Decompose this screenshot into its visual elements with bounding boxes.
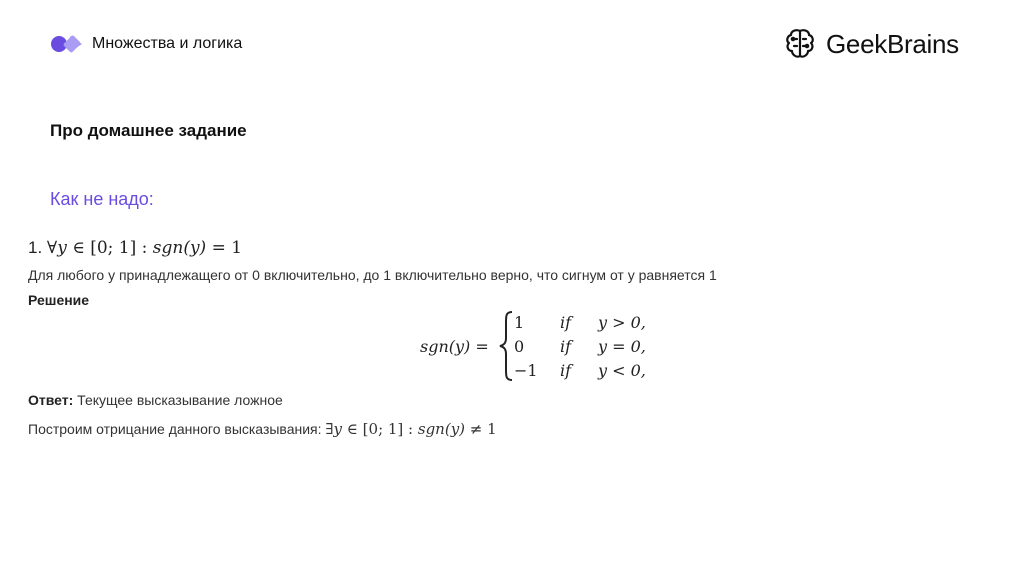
brand-logo	[782, 26, 959, 62]
negation-function: sgn(y)	[417, 420, 466, 438]
brain-icon	[782, 26, 818, 62]
formula-row-2-relation: y = 0,	[598, 337, 646, 356]
forall-symbol: ∀	[46, 238, 58, 258]
formula-row-3-cond: if	[560, 361, 572, 380]
statement-equality: = 1	[206, 238, 243, 258]
section-heading: Про домашнее задание	[50, 121, 247, 140]
statement-var: y	[57, 238, 67, 258]
formula-row-3-relation: y < 0,	[598, 361, 646, 380]
formula-row-1-value: 1	[514, 313, 525, 332]
brand-name: GeekBrains	[826, 28, 959, 59]
formula-row-1-cond: if	[560, 313, 572, 332]
negation-domain: ∈ [0; 1] :	[342, 420, 418, 438]
negation-var: y	[333, 420, 343, 438]
course-logo-icon	[50, 34, 84, 54]
negation-prefix: Построим отрицание данного высказывания:	[28, 421, 326, 437]
formula-row-1-relation: y > 0,	[598, 313, 646, 332]
negation-line	[28, 420, 497, 438]
formula-brace	[500, 312, 512, 380]
formula-lhs: sgn(y) =	[420, 337, 489, 356]
statement-domain: ∈ [0; 1] :	[66, 238, 153, 258]
section-subheading: Как не надо:	[50, 189, 154, 209]
formula-row-2-cond: if	[560, 337, 572, 356]
task-description: Для любого у принадлежащего от 0 включительно, до 1 включительно верно, что сигнум от у равняется 1	[28, 267, 717, 283]
negation-inequality: ≠ 1	[465, 420, 497, 438]
sgn-formula	[420, 308, 660, 384]
solution-label: Решение	[28, 292, 90, 308]
task-statement	[28, 238, 242, 258]
formula-row-2-value: 0	[514, 337, 525, 356]
answer-line	[28, 392, 283, 408]
answer-label: Ответ:	[28, 392, 74, 408]
item-number: 1.	[28, 238, 43, 257]
answer-text: Текущее высказывание ложное	[73, 392, 283, 408]
formula-row-3-value: −1	[514, 361, 538, 380]
statement-function: sgn(y)	[152, 238, 207, 258]
course-title: Множества и логика	[92, 35, 243, 52]
exists-symbol: ∃	[325, 420, 334, 438]
